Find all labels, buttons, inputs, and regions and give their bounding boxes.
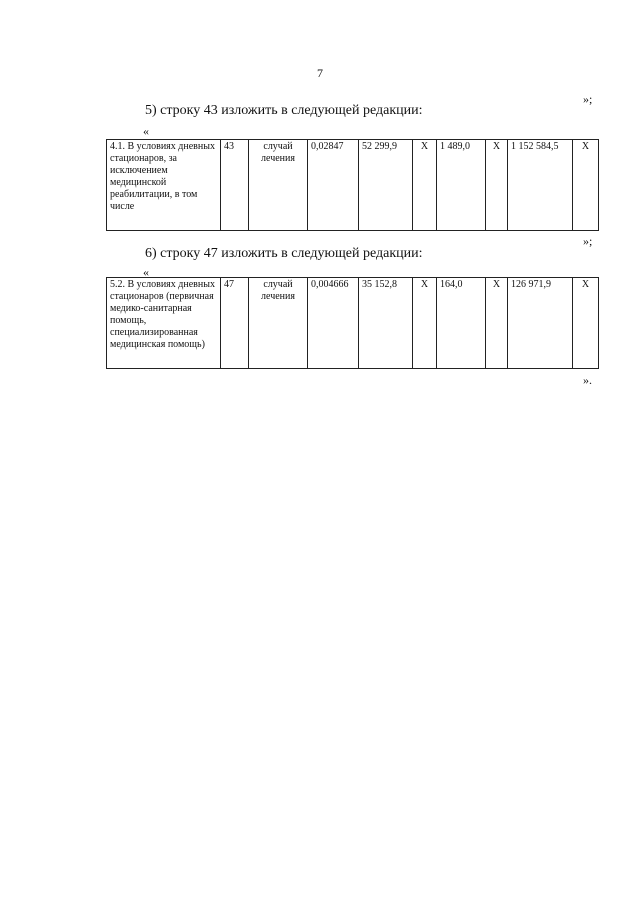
cell-row-number: 47 <box>221 278 249 369</box>
cell-norm: 0,004666 <box>308 278 359 369</box>
cell-x: Х <box>413 278 437 369</box>
section-heading-6: 6) строку 47 изложить в следующей редакции: <box>145 246 423 261</box>
cell-name: 5.2. В условиях дневных стационаров (первичная медико-санитарная помощь, специализированная медицинская помощь) <box>107 278 221 369</box>
table-row-43 <box>106 139 599 231</box>
cell-x: Х <box>413 140 437 231</box>
section-heading-5: 5) строку 43 изложить в следующей редакции: <box>145 103 423 118</box>
page-number: 7 <box>317 66 323 80</box>
cell-total: 126 971,9 <box>508 278 573 369</box>
cell-cost: 35 152,8 <box>359 278 413 369</box>
cell-unit: случай лечения <box>249 140 308 231</box>
cell-per-capita: 164,0 <box>437 278 486 369</box>
cell-norm: 0,02847 <box>308 140 359 231</box>
opening-quote-5: « <box>143 124 149 138</box>
table-row-47 <box>106 277 599 369</box>
closing-quote-5: »; <box>583 234 593 248</box>
opening-quote-6: « <box>143 265 149 279</box>
cell-total: 1 152 584,5 <box>508 140 573 231</box>
cell-unit: случай лечения <box>249 278 308 369</box>
closing-quote-previous: »; <box>583 92 593 106</box>
cell-x: Х <box>486 140 508 231</box>
cell-cost: 52 299,9 <box>359 140 413 231</box>
cell-name: 4.1. В условиях дневных стационаров, за исключением медицинской реабилитации, в том числе <box>107 140 221 231</box>
cell-x: Х <box>486 278 508 369</box>
closing-quote-6: ». <box>583 373 592 387</box>
cell-per-capita: 1 489,0 <box>437 140 486 231</box>
cell-x: Х <box>573 140 599 231</box>
cell-x: Х <box>573 278 599 369</box>
cell-row-number: 43 <box>221 140 249 231</box>
